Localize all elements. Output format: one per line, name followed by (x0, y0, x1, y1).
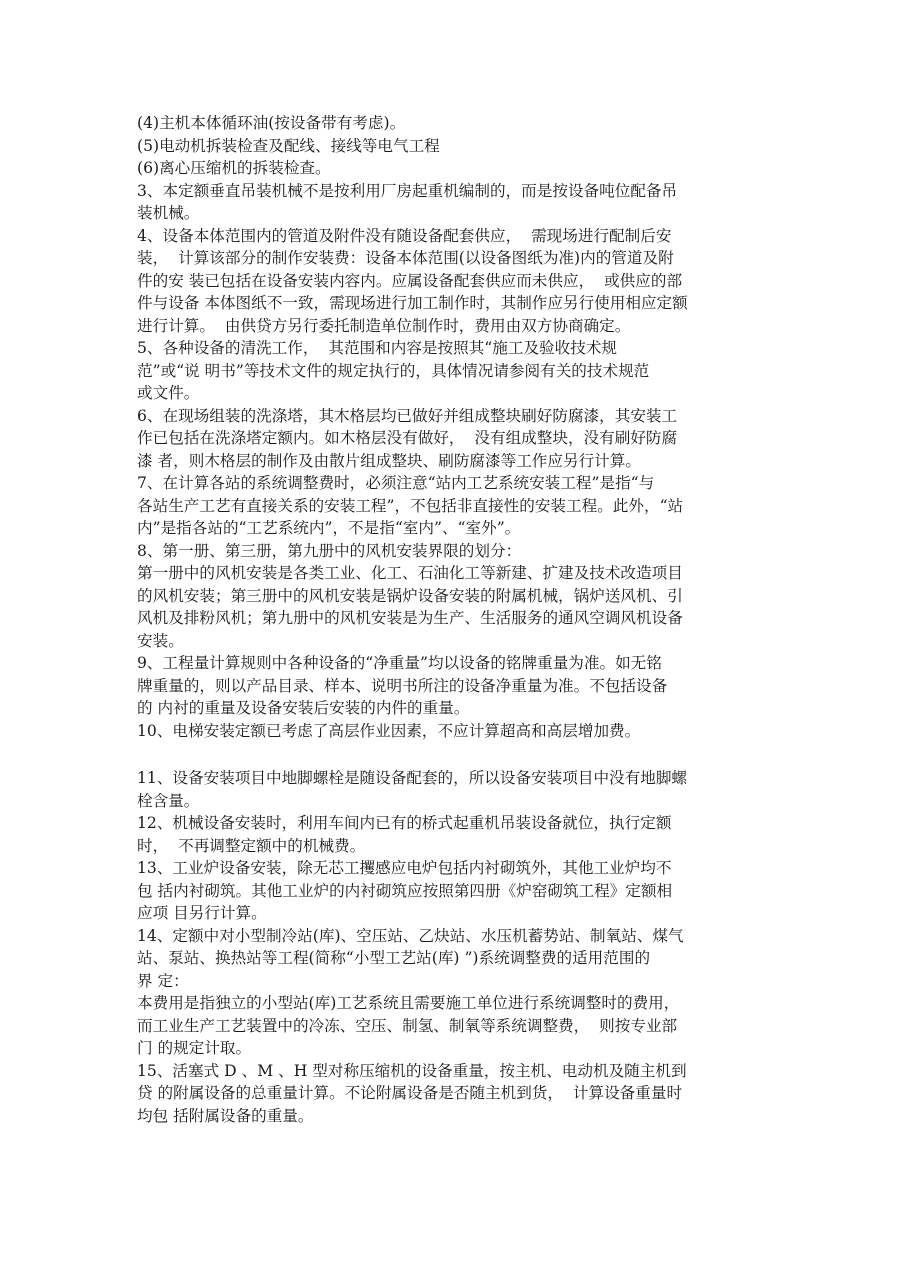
text-line: 6、在现场组装的洗涤塔，其木格层均已做好并组成整块刷好防腐漆，其安装工 (137, 406, 678, 425)
paragraph (137, 857, 777, 925)
text-line: 的风机安装；第三册中的风机安装是锅炉设备安装的附属机械，锅炉送风机、引 (137, 586, 683, 605)
text-line: 内”是指各站的“工艺系统内”，不是指“室内”、“室外”。 (137, 519, 521, 537)
text-line: 各站生产工艺有直接关系的安装工程”，不包括非直接性的安装工程。此外，“站 (137, 496, 684, 515)
text-line: 贷 的附属设备的总重量计算。不论附属设备是否随主机到货， 计算设备重量时 (137, 1084, 683, 1102)
text-line: 装， 计算该部分的制作安装费：设备本体范围(以设备图纸为准)内的管道及附 (137, 249, 674, 267)
text-line: 应项 目另行计算。 (137, 904, 267, 922)
text-line: 站、泵站、换热站等工程(简称“小型工艺站(库) ”)系统调整费的适用范围的 (137, 949, 651, 967)
text-line: 漆 者，则木格层的制作及由散片组成整块、刷防腐漆等工作应另行计算。 (137, 451, 641, 470)
text-line: 9、工程量计算规则中各种设备的“净重量”均以设备的铭牌重量为准。如无铭 (137, 654, 662, 672)
paragraph (137, 472, 777, 540)
paragraph (137, 157, 777, 180)
text-line: 均包 括附属设备的重量。 (137, 1106, 314, 1125)
text-line: 的 内衬的重量及设备安装后安装的内件的重量。 (137, 699, 470, 717)
text-line: (6)离心压缩机的拆装检查。 (137, 159, 331, 177)
paragraph (137, 767, 777, 812)
text-line: 5、各种设备的清洗工作， 其范围和内容是按照其“施工及验收技术规 (137, 339, 618, 357)
paragraph (137, 540, 777, 653)
paragraph (137, 720, 777, 743)
paragraph (137, 925, 777, 1060)
text-line: 进行计算。 由供贷方另行委托制造单位制作时，费用由双方协商确定。 (137, 316, 631, 335)
text-line: 装机械。 (137, 204, 200, 222)
paragraph (137, 812, 777, 857)
text-line: 10、电梯安装定额已考虑了高层作业因素，不应计算超高和高层增加费。 (137, 721, 641, 740)
text-line: 3、本定额垂直吊装机械不是按利用厂房起重机编制的，而是按设备吨位配备吊 (137, 181, 678, 200)
paragraph-spacer (137, 742, 777, 767)
text-line: (4)主机本体循环油(按设备带有考虑)。 (137, 114, 406, 132)
text-line: 14、定额中对小型制冷站(库)、空压站、乙炔站、水压机蓄势站、制氧站、煤气 (137, 926, 684, 945)
text-line: 4、设备本体范围内的管道及附件没有随设备配套供应， 需现场进行配制后安 (137, 226, 672, 245)
text-line: 13、工业炉设备安装，除无芯工攫感应电炉包括内衬砌筑外，其他工业炉均不 (137, 859, 672, 877)
document-body (137, 112, 777, 1127)
paragraph (137, 112, 777, 135)
text-line: 11、设备安装项目中地脚螺栓是随设备配套的，所以设备安装项目中没有地脚螺 (137, 769, 688, 787)
text-line: (5)电动机拆装检查及配线、接线等电气工程 (137, 136, 440, 155)
text-line: 安装。 (137, 631, 184, 650)
text-line: 时， 不再调整定额中的机械费。 (137, 836, 366, 855)
paragraph (137, 405, 777, 473)
text-line: 件的安 装已包括在设备安装内容内。应属设备配套供应而未供应， 或供应的部 (137, 271, 683, 290)
text-line: 包 括内衬砌筑。其他工业炉的内衬砌筑应按照第四册《炉窑砌筑工程》定额相 (137, 881, 673, 900)
text-line: 12、机械设备安装时，利用车间内已有的桥式起重机吊装设备就位，执行定额 (137, 814, 672, 832)
text-line: 而工业生产工艺装置中的冷冻、空压、制氢、制氧等系统调整费， 则按专业部 (137, 1016, 678, 1035)
paragraph (137, 135, 777, 158)
text-line: 件与设备 本体图纸不一致，需现场进行加工制作时，其制作应另行使用相应定额 (137, 294, 688, 312)
text-line: 风机及排粉风机；第九册中的风机安装是为生产、生活服务的通风空调风机设备 (137, 609, 683, 627)
text-line: 牌重量的，则以产品目录、样本、说明书所注的设备净重量为准。不包括设备 (137, 676, 668, 695)
text-line: 15、活塞式 D 、M 、H 型对称压缩机的设备重量，按主机、电动机及随主机到 (137, 1061, 687, 1080)
text-line: 门 的规定计取。 (137, 1039, 252, 1057)
text-line: 8、第一册、第三册，第九册中的风机安装界限的划分： (137, 541, 522, 560)
paragraph (137, 652, 777, 720)
text-line: 第一册中的风机安装是各类工业、化工、石油化工等新建、扩建及技术改造项目 (137, 564, 683, 582)
text-line: 或文件。 (137, 384, 200, 402)
paragraph (137, 180, 777, 225)
text-line: 7、在计算各站的系统调整费时，必须注意“站内工艺系统安装工程”是指“与 (137, 474, 655, 492)
text-line: 作已包括在洗涤塔定额内。如木格层没有做好， 没有组成整块，没有刷好防腐 (137, 429, 678, 447)
paragraph (137, 1060, 777, 1128)
text-line: 栓含量。 (137, 791, 200, 810)
paragraph (137, 225, 777, 338)
paragraph (137, 337, 777, 405)
text-line: 界 定： (137, 971, 189, 990)
text-line: 范”或“说 明书”等技术文件的规定执行的，具体情况请参阅有关的技术规范 (137, 361, 650, 380)
text-line: 本费用是指独立的小型站(库)工艺系统且需要施工单位进行系统调整时的费用， (137, 994, 680, 1012)
